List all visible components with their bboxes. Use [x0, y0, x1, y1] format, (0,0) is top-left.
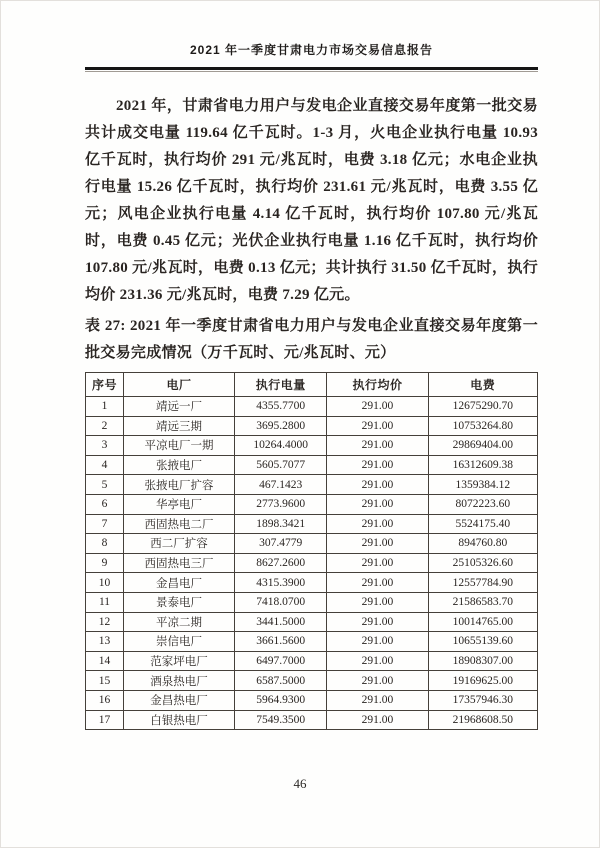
cell-index: 5	[86, 475, 124, 495]
report-header-title: 2021 年一季度甘肃电力市场交易信息报告	[189, 43, 434, 57]
col-header-fee: 电费	[428, 373, 537, 397]
cell-volume: 7549.3500	[235, 710, 327, 730]
cell-index: 11	[86, 592, 124, 612]
cell-price: 291.00	[327, 455, 428, 475]
cell-fee: 12557784.90	[428, 573, 537, 593]
cell-fee: 17357946.30	[428, 690, 537, 710]
cell-plant: 张掖电厂	[123, 455, 234, 475]
cell-price: 291.00	[327, 632, 428, 652]
cell-plant: 金昌电厂	[123, 573, 234, 593]
cell-price: 291.00	[327, 612, 428, 632]
cell-volume: 4355.7700	[235, 397, 327, 417]
col-header-plant: 电厂	[123, 373, 234, 397]
cell-plant: 西固热电三厂	[123, 553, 234, 573]
cell-price: 291.00	[327, 514, 428, 534]
cell-volume: 5964.9300	[235, 690, 327, 710]
cell-fee: 19169625.00	[428, 671, 537, 691]
cell-index: 3	[86, 436, 124, 456]
table-row	[86, 475, 538, 495]
cell-plant: 酒泉热电厂	[123, 671, 234, 691]
table-row	[86, 710, 538, 730]
cell-volume: 5605.7077	[235, 455, 327, 475]
cell-index: 13	[86, 632, 124, 652]
cell-price: 291.00	[327, 494, 428, 514]
cell-fee: 10014765.00	[428, 612, 537, 632]
cell-price: 291.00	[327, 534, 428, 554]
cell-price: 291.00	[327, 397, 428, 417]
cell-volume: 3661.5600	[235, 632, 327, 652]
header-rule-thick	[85, 67, 538, 70]
cell-index: 16	[86, 690, 124, 710]
cell-volume: 4315.3900	[235, 573, 327, 593]
cell-price: 291.00	[327, 592, 428, 612]
cell-fee: 10753264.80	[428, 416, 537, 436]
cell-index: 6	[86, 494, 124, 514]
cell-index: 1	[86, 397, 124, 417]
cell-index: 14	[86, 651, 124, 671]
cell-plant: 平凉电厂一期	[123, 436, 234, 456]
cell-index: 2	[86, 416, 124, 436]
page-number: 46	[293, 776, 307, 791]
table-row	[86, 416, 538, 436]
cell-fee: 21586583.70	[428, 592, 537, 612]
cell-volume: 3441.5000	[235, 612, 327, 632]
cell-plant: 白银热电厂	[123, 710, 234, 730]
table-row	[86, 612, 538, 632]
cell-price: 291.00	[327, 690, 428, 710]
col-header-index: 序号	[86, 373, 124, 397]
table-row	[86, 632, 538, 652]
cell-fee: 29869404.00	[428, 436, 537, 456]
trade-completion-table	[85, 372, 538, 730]
cell-plant: 华亭电厂	[123, 494, 234, 514]
cell-plant: 范家坪电厂	[123, 651, 234, 671]
cell-fee: 5524175.40	[428, 514, 537, 534]
summary-paragraph: 2021 年，甘肃省电力用户与发电企业直接交易年度第一批交易共计成交电量 119.64 亿千瓦时。1-3 月，火电企业执行电量 10.93 亿千瓦时，执行均价 291 元/兆瓦时，电费 3.18 亿元；水电企业执行电量 15.26 亿千瓦时，执行均价 231.61 元/兆瓦时，电费 3.55 亿元；风电企业执行电量 4.14 亿千瓦时，执行均价 107.80 元/兆瓦时，电费 0.45 亿元；光伏企业执行电量 1.16 亿千瓦时，执行均价 107.80 元/兆瓦时，电费 0.13 亿元；共计执行 31.50 亿千瓦时，执行均价 231.36 元/兆瓦时，电费 7.29 亿元。	[85, 98, 538, 303]
table-row	[86, 436, 538, 456]
cell-price: 291.00	[327, 475, 428, 495]
cell-fee: 16312609.38	[428, 455, 537, 475]
cell-volume: 7418.0700	[235, 592, 327, 612]
cell-plant: 景泰电厂	[123, 592, 234, 612]
cell-price: 291.00	[327, 573, 428, 593]
cell-fee: 10655139.60	[428, 632, 537, 652]
cell-index: 10	[86, 573, 124, 593]
table-head	[86, 373, 538, 397]
cell-volume: 3695.2800	[235, 416, 327, 436]
cell-plant: 靖远三期	[123, 416, 234, 436]
cell-plant: 崇信电厂	[123, 632, 234, 652]
table-row	[86, 651, 538, 671]
cell-plant: 西二厂扩容	[123, 534, 234, 554]
cell-price: 291.00	[327, 710, 428, 730]
cell-volume: 307.4779	[235, 534, 327, 554]
col-header-volume: 执行电量	[235, 373, 327, 397]
cell-plant: 西固热电二厂	[123, 514, 234, 534]
table-row	[86, 494, 538, 514]
cell-index: 9	[86, 553, 124, 573]
col-header-price: 执行均价	[327, 373, 428, 397]
cell-index: 12	[86, 612, 124, 632]
cell-fee: 21968608.50	[428, 710, 537, 730]
cell-index: 7	[86, 514, 124, 534]
table-row	[86, 397, 538, 417]
cell-price: 291.00	[327, 651, 428, 671]
cell-price: 291.00	[327, 553, 428, 573]
cell-fee: 25105326.60	[428, 553, 537, 573]
cell-volume: 10264.4000	[235, 436, 327, 456]
cell-fee: 894760.80	[428, 534, 537, 554]
table-body	[86, 397, 538, 730]
cell-price: 291.00	[327, 436, 428, 456]
cell-volume: 8627.2600	[235, 553, 327, 573]
table-row	[86, 671, 538, 691]
cell-plant: 张掖电厂扩容	[123, 475, 234, 495]
cell-volume: 6587.5000	[235, 671, 327, 691]
cell-fee: 12675290.70	[428, 397, 537, 417]
cell-price: 291.00	[327, 416, 428, 436]
cell-index: 8	[86, 534, 124, 554]
cell-fee: 18908307.00	[428, 651, 537, 671]
table-row	[86, 690, 538, 710]
cell-index: 17	[86, 710, 124, 730]
table-row	[86, 592, 538, 612]
table-row	[86, 553, 538, 573]
cell-fee: 8072223.60	[428, 494, 537, 514]
cell-fee: 1359384.12	[428, 475, 537, 495]
table-caption: 表 27: 2021 年一季度甘肃省电力用户与发电企业直接交易年度第一批交易完成情况（万千瓦时、元/兆瓦时、元）	[85, 318, 538, 361]
header-rule-thin	[85, 71, 538, 72]
table-row	[86, 573, 538, 593]
table-row	[86, 534, 538, 554]
cell-volume: 2773.9600	[235, 494, 327, 514]
cell-index: 15	[86, 671, 124, 691]
cell-volume: 6497.7000	[235, 651, 327, 671]
cell-plant: 金昌热电厂	[123, 690, 234, 710]
cell-plant: 靖远一厂	[123, 397, 234, 417]
cell-volume: 1898.3421	[235, 514, 327, 534]
cell-index: 4	[86, 455, 124, 475]
cell-price: 291.00	[327, 671, 428, 691]
cell-plant: 平凉二期	[123, 612, 234, 632]
table-row	[86, 455, 538, 475]
cell-volume: 467.1423	[235, 475, 327, 495]
table-row	[86, 514, 538, 534]
content-column	[85, 41, 538, 730]
table-header-row	[86, 373, 538, 397]
